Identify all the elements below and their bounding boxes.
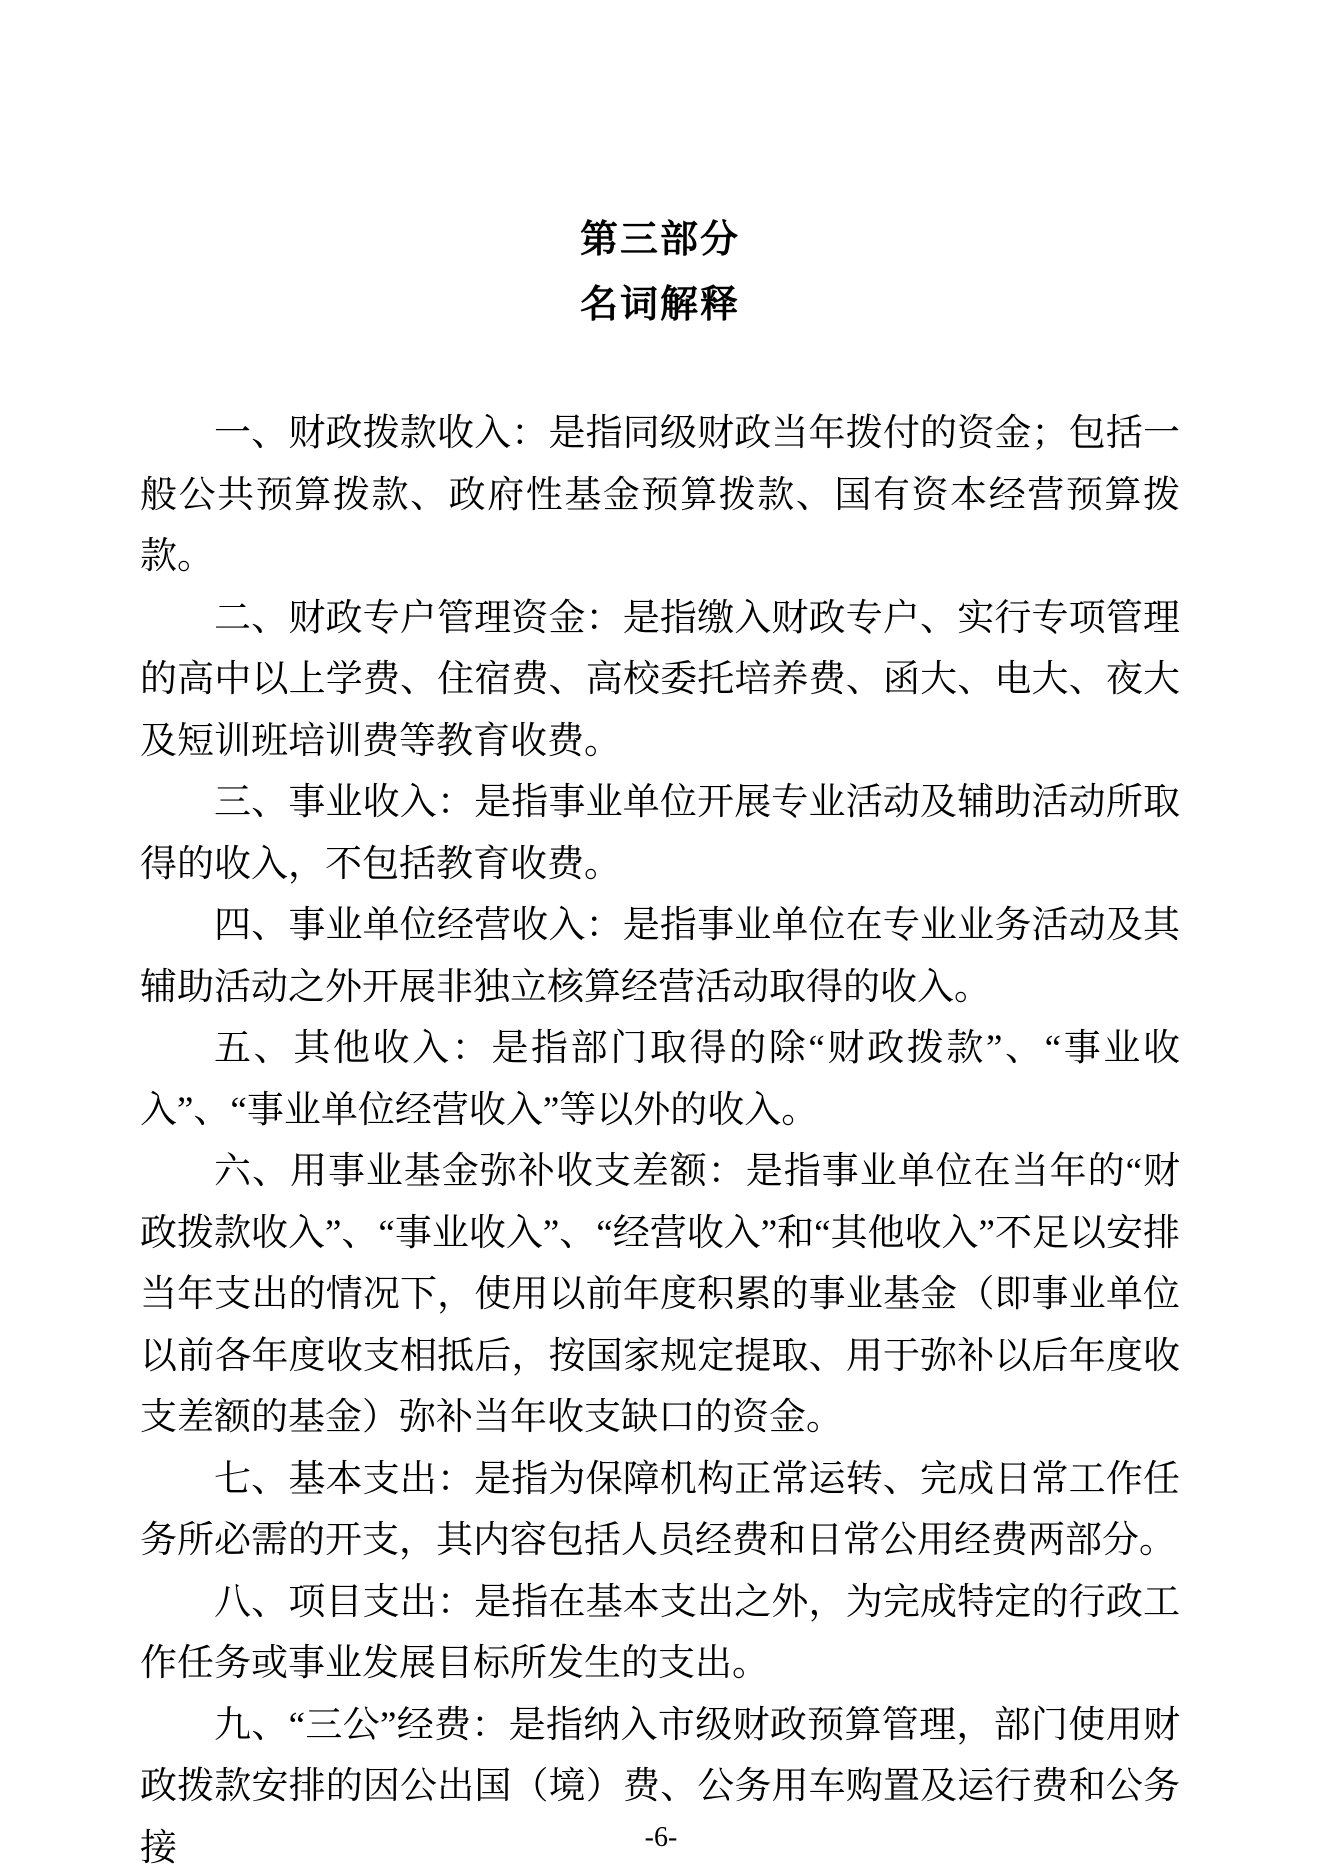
page-content: [140, 0, 1180, 1871]
page-number: -6-: [644, 1822, 678, 1853]
body-paragraph: 八、项目支出：是指在基本支出之外，为完成特定的行政工作任务或事业发展目标所发生的支出。: [140, 1581, 1180, 1684]
body-paragraph: 七、基本支出：是指为保障机构正常运转、完成日常工作任务所必需的开支，其内容包括人员经费和日常公用经费两部分。: [140, 1458, 1180, 1561]
body-text: [140, 403, 1180, 1871]
title-block: [140, 208, 1180, 338]
body-paragraph: 四、事业单位经营收入：是指事业单位在专业业务活动及其辅助活动之外开展非独立核算经营活动取得的收入。: [140, 905, 1180, 1008]
body-paragraph: 三、事业收入：是指事业单位开展专业活动及辅助活动所取得的收入，不包括教育收费。: [140, 782, 1180, 885]
body-paragraph: 九、“三公”经费：是指纳入市级财政预算管理，部门使用财政拨款安排的因公出国（境）费、公务用车购置及运行费和公务接: [140, 1704, 1180, 1869]
body-paragraph: 六、用事业基金弥补收支差额：是指事业单位在当年的“财政拨款收入”、“事业收入”、“经营收入”和“其他收入”不足以安排当年支出的情况下，使用以前年度积累的事业基金（即事业单位以前各年度收支相抵后，按国家规定提取、用于弥补以后年度收支差额的基金）弥补当年收支缺口的资金。: [140, 1151, 1180, 1438]
body-paragraph: 二、财政专户管理资金：是指缴入财政专户、实行专项管理的高中以上学费、住宿费、高校委托培养费、函大、电大、夜大及短训班培训费等教育收费。: [140, 597, 1180, 762]
body-paragraph: 一、财政拨款收入：是指同级财政当年拨付的资金；包括一般公共预算拨款、政府性基金预算拨款、国有资本经营预算拨款。: [140, 413, 1180, 577]
section-title: 名词解释: [579, 284, 740, 326]
body-paragraph: 五、其他收入：是指部门取得的除“财政拨款”、“事业收入”、“事业单位经营收入”等以外的收入。: [140, 1028, 1180, 1131]
part-title: 第三部分: [579, 219, 740, 261]
